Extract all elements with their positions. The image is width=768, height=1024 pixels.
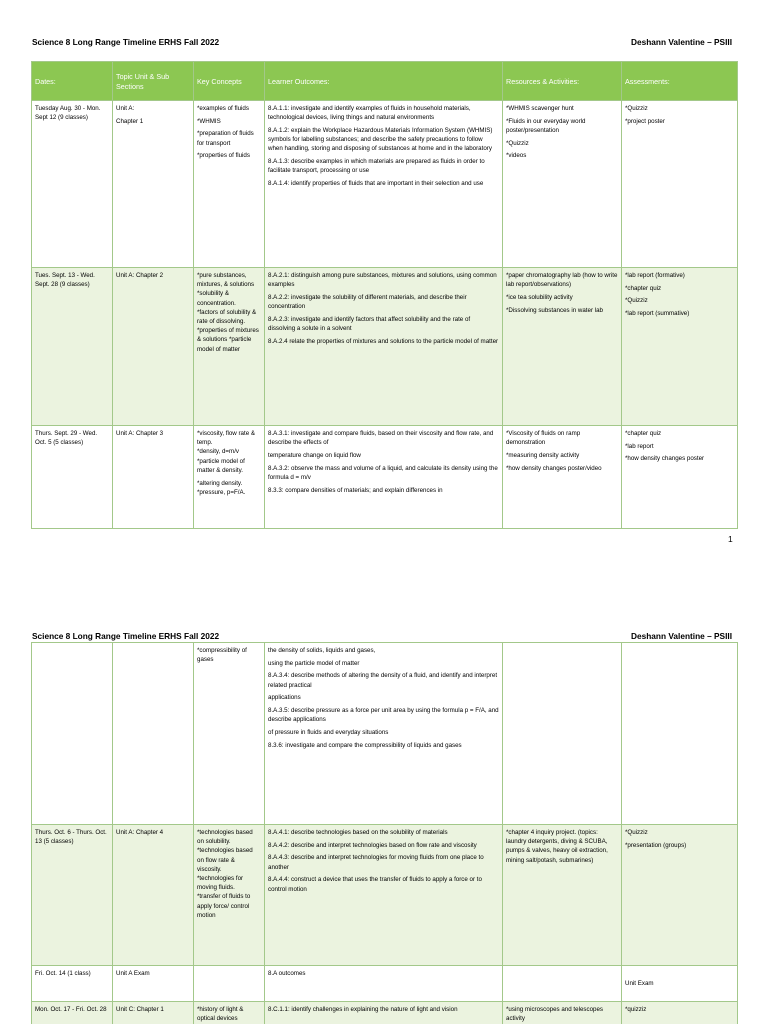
concept-item: *factors of solubility & rate of dissolving. bbox=[197, 308, 257, 326]
concept-item: *preparation of fluids for transport bbox=[197, 130, 254, 147]
topic-text: Chapter 1 bbox=[116, 117, 144, 125]
outcomes-cell bbox=[265, 825, 503, 966]
outcomes-cell bbox=[265, 426, 503, 529]
table-row bbox=[32, 268, 738, 426]
outcome-item: 8.C.1.1: identify challenges in explaining the nature of light and vision bbox=[268, 1006, 458, 1013]
dates-text: Thurs. Oct. 6 - Thurs. Oct. 13 (5 classes) bbox=[35, 829, 107, 846]
concepts-cell bbox=[194, 966, 265, 1002]
topic-cell bbox=[113, 825, 194, 966]
outcome-item: 8.A.1.3: describe examples in which materials are prepared as fluids in order to facilitate transport, processing or use bbox=[268, 158, 485, 175]
resource-item: *Viscosity of fluids on ramp demonstration bbox=[506, 430, 581, 447]
outcomes-cell bbox=[265, 643, 503, 825]
resource-item: *WHMIS scavenger hunt bbox=[506, 105, 574, 112]
outcome-item: 8.3.3: compare densities of materials; and explain differences in bbox=[268, 486, 443, 494]
dates-cell bbox=[32, 101, 113, 268]
outcome-item: 8.A.3.1: investigate and compare fluids, based on their viscosity and flow rate, and describe the effects of bbox=[268, 430, 494, 447]
resource-item: *paper chromatography lab (how to write lab report/observations) bbox=[506, 272, 618, 289]
resources-cell bbox=[503, 825, 622, 966]
outcome-item: 8.A.2.4 relate the properties of mixtures and solutions to the particle model of matter bbox=[268, 337, 499, 345]
page-header bbox=[32, 35, 732, 49]
resources-cell bbox=[503, 966, 622, 1002]
dates-cell bbox=[32, 825, 113, 966]
resources-cell bbox=[503, 268, 622, 426]
author-name: Deshann Valentine – PSIII bbox=[631, 37, 732, 47]
topic-cell bbox=[113, 966, 194, 1002]
concept-item: *technologies for moving fluids. bbox=[197, 875, 244, 892]
author-name: Deshann Valentine – PSIII bbox=[631, 631, 732, 641]
dates-cell bbox=[32, 643, 113, 825]
concepts-cell bbox=[194, 825, 265, 966]
outcome-item: 8.A.3.2: observe the mass and volume of a liquid, and calculate its density using the formula d = m/v bbox=[268, 464, 498, 481]
outcome-item: 8.A.2.3: investigate and identify factors that affect solubility and the rate of dissolving a solute in a solvent bbox=[268, 315, 471, 333]
outcome-item: 8.A.1.1: investigate and identify examples of fluids in household materials, technological devices, living things and natural environments bbox=[268, 105, 471, 122]
document-title: Science 8 Long Range Timeline ERHS Fall 2022 bbox=[32, 37, 220, 47]
concept-item: *compressibility of gases bbox=[197, 647, 247, 664]
resource-item: *Fluids in our everyday world poster/presentation bbox=[506, 117, 586, 134]
concepts-cell bbox=[194, 426, 265, 529]
dates-cell bbox=[32, 1002, 113, 1024]
topic-text: Unit A: Chapter 4 bbox=[116, 829, 164, 836]
outcome-item: 8.A.4.3: describe and interpret technologies for moving fluids from one place to another bbox=[268, 854, 484, 871]
concept-item: *examples of fluids bbox=[197, 105, 249, 112]
assessments-cell bbox=[622, 101, 738, 268]
dates-cell bbox=[32, 268, 113, 426]
assessment-spacer bbox=[625, 969, 734, 975]
resource-item: *measuring density activity bbox=[506, 451, 580, 459]
dates-text: Tuesday Aug. 30 - Mon. Sept 12 (9 classes) bbox=[35, 105, 101, 122]
assessment-item: *Quizziz bbox=[625, 105, 648, 112]
table-header-row bbox=[32, 62, 738, 101]
assessment-item: *lab report bbox=[625, 442, 654, 450]
column-header: Key Concepts bbox=[194, 62, 265, 101]
outcome-item: 8.A.1.2: explain the Workplace Hazardous Materials Information System (WHMIS) symbols for labelling substances; and describe the safety precautions to follow when handling, storing and disposing of substances at home and in the laboratory bbox=[268, 126, 493, 153]
topic-cell bbox=[113, 643, 194, 825]
concept-item: *viscosity, flow rate & temp. bbox=[197, 430, 255, 447]
outcome-item: 8.A.3.4: describe methods of altering the density of a fluid, and identify and interpret related practical bbox=[268, 672, 498, 689]
timeline-table-continued bbox=[31, 642, 738, 1024]
outcome-item: 8.A.1.4: identify properties of fluids that are important in their selection and use bbox=[268, 179, 484, 187]
assessment-item: Unit Exam bbox=[625, 979, 654, 987]
column-header: Topic Unit & Sub Sections bbox=[113, 62, 194, 101]
concept-item: *particle model of matter & density. bbox=[197, 457, 245, 474]
column-header: Dates: bbox=[32, 62, 113, 101]
concept-item: *WHMIS bbox=[197, 117, 221, 125]
concept-item: *pure substances, mixtures, & solutions bbox=[197, 272, 255, 289]
table-row bbox=[32, 1002, 738, 1024]
outcome-item: temperature change on liquid flow bbox=[268, 451, 361, 459]
assessment-item: *chapter quiz bbox=[625, 284, 662, 292]
outcome-item: of pressure in fluids and everyday situations bbox=[268, 728, 389, 736]
resource-item: *Quizziz bbox=[506, 139, 529, 147]
assessment-item: *presentation (groups) bbox=[625, 841, 687, 849]
concept-item: *altering density. bbox=[197, 479, 243, 487]
concept-item: *density, d=m/v bbox=[197, 448, 240, 456]
concepts-cell bbox=[194, 1002, 265, 1024]
outcome-item: applications bbox=[268, 694, 301, 702]
dates-text: Tues. Sept. 13 - Wed. Sept. 28 (9 classes) bbox=[35, 272, 95, 289]
page-2 bbox=[0, 624, 768, 1024]
concept-item: *properties of mixtures & solutions *particle model of matter bbox=[197, 327, 259, 353]
concepts-cell bbox=[194, 268, 265, 426]
resources-cell bbox=[503, 101, 622, 268]
topic-text: Unit A: Chapter 3 bbox=[116, 430, 164, 437]
assessments-cell bbox=[622, 426, 738, 529]
timeline-table bbox=[31, 61, 738, 529]
assessment-item: *Quizziz bbox=[625, 829, 648, 836]
page-gap bbox=[0, 552, 768, 624]
assessment-item: *lab report (formative) bbox=[625, 272, 685, 279]
resource-item: *how density changes poster/video bbox=[506, 464, 602, 472]
resource-item: *chapter 4 inquiry project. (topics: laundry detergents, diving & SCUBA, pumps & valves, heavy oil extraction, mining salt/potash, submarines) bbox=[506, 829, 608, 864]
topic-cell bbox=[113, 268, 194, 426]
table-row bbox=[32, 966, 738, 1002]
page-header bbox=[32, 629, 732, 643]
outcomes-cell bbox=[265, 268, 503, 426]
resources-cell bbox=[503, 426, 622, 529]
assessment-item: *lab report (summative) bbox=[625, 310, 690, 318]
resource-item: *videos bbox=[506, 152, 527, 160]
topic-cell bbox=[113, 1002, 194, 1024]
outcome-item: 8.A.4.1: describe technologies based on the solubility of materials bbox=[268, 829, 448, 836]
concept-item: *solubility & concentration. bbox=[197, 290, 236, 307]
assessments-cell bbox=[622, 643, 738, 825]
assessment-item: *chapter quiz bbox=[625, 430, 662, 437]
assessments-cell bbox=[622, 966, 738, 1002]
resource-item: *using microscopes and telescopes activity bbox=[506, 1006, 603, 1023]
column-header: Resources & Activities: bbox=[503, 62, 622, 101]
table-row bbox=[32, 101, 738, 268]
document-title: Science 8 Long Range Timeline ERHS Fall 2022 bbox=[32, 631, 220, 641]
column-header: Learner Outcomes: bbox=[265, 62, 503, 101]
dates-cell bbox=[32, 426, 113, 529]
assessment-item: *how density changes poster bbox=[625, 455, 705, 463]
page-number: 1 bbox=[728, 534, 733, 544]
topic-text: Unit A: bbox=[116, 105, 135, 112]
outcomes-cell bbox=[265, 101, 503, 268]
topic-cell bbox=[113, 426, 194, 529]
topic-text: Unit A: Chapter 2 bbox=[116, 272, 164, 279]
outcome-item: 8.A.3.5: describe pressure as a force per unit area by using the formula p = F/A, and describe applications bbox=[268, 707, 499, 724]
outcome-item: 8.3.6: investigate and compare the compressibility of liquids and gases bbox=[268, 741, 462, 749]
resources-cell bbox=[503, 1002, 622, 1024]
outcome-item: 8.A.4.2: describe and interpret technologies based on flow rate and viscosity bbox=[268, 841, 477, 849]
outcome-item: the density of solids, liquids and gases, bbox=[268, 647, 376, 654]
concept-item: *pressure, p=F/A. bbox=[197, 488, 246, 496]
concepts-cell bbox=[194, 101, 265, 268]
assessment-item: *project poster bbox=[625, 117, 665, 125]
resources-cell bbox=[503, 643, 622, 825]
outcome-item: using the particle model of matter bbox=[268, 659, 360, 667]
assessments-cell bbox=[622, 1002, 738, 1024]
dates-text: Thurs. Sept. 29 - Wed. Oct. 5 (5 classes) bbox=[35, 430, 98, 447]
table-row bbox=[32, 825, 738, 966]
outcome-item: 8.A outcomes bbox=[268, 970, 306, 977]
concept-item: *history of light & optical devices bbox=[197, 1006, 244, 1023]
dates-cell bbox=[32, 966, 113, 1002]
concept-item: *transfer of fluids to apply force/ control motion bbox=[197, 893, 251, 919]
topic-cell bbox=[113, 101, 194, 268]
assessments-cell bbox=[622, 268, 738, 426]
outcomes-cell bbox=[265, 966, 503, 1002]
concept-item: *technologies based on flow rate & viscosity. bbox=[197, 847, 253, 873]
dates-text: Fri. Oct. 14 (1 class) bbox=[35, 970, 91, 977]
resource-item: *ice tea solubility activity bbox=[506, 293, 573, 301]
topic-text: Unit C: Chapter 1 bbox=[116, 1006, 164, 1013]
topic-text: Unit A Exam bbox=[116, 970, 150, 977]
outcome-item: 8.A.2.1: distinguish among pure substances, mixtures and solutions, using common examples bbox=[268, 272, 497, 289]
table-row bbox=[32, 643, 738, 825]
assessment-item: *quizziz bbox=[625, 1006, 647, 1013]
dates-text: Mon. Oct. 17 - Fri. Oct. 28 bbox=[35, 1006, 107, 1013]
column-header: Assessments: bbox=[622, 62, 738, 101]
table-row bbox=[32, 426, 738, 529]
outcomes-cell bbox=[265, 1002, 503, 1024]
concept-item: *technologies based on solubility. bbox=[197, 829, 253, 846]
assessments-cell bbox=[622, 825, 738, 966]
concepts-cell bbox=[194, 643, 265, 825]
concept-item: *properties of fluids bbox=[197, 152, 250, 160]
outcome-item: 8.A.4.4: construct a device that uses the transfer of fluids to apply a force or to control motion bbox=[268, 876, 482, 893]
outcome-item: 8.A.2.2: investigate the solubility of different materials, and describe their concentration bbox=[268, 293, 467, 311]
assessment-item: *Quizziz bbox=[625, 297, 648, 305]
resource-item: *Dissolving substances in water lab bbox=[506, 306, 603, 314]
